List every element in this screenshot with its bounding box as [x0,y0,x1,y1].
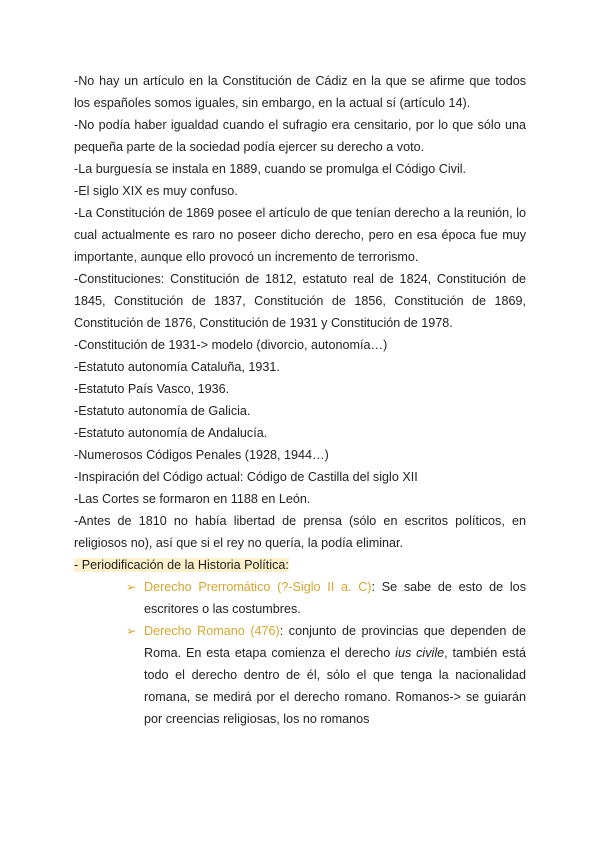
bullet-text: : Se sabe de esto de los escritores o las costumbres. [144,580,526,616]
arrow-bullet-icon: ➢ [126,580,137,594]
paragraph-cadiz: -No hay un artículo en la Constitución de Cádiz en la que se afirme que todos los españoles somos iguales, sin embargo, en la actual sí (artículo 14). [74,74,526,110]
paragraph-constituciones: -Constituciones: Constitución de 1812, estatuto real de 1824, Constitución de 1845, Constitución de 1837, Constitución de 1856, Constitución de 1869, Constitución de 1876, Constitución de 1931 y Constitución de 1978. [74,272,526,330]
paragraph-estatuto-andalucia: -Estatuto autonomía de Andalucía. [74,426,268,440]
document-body [74,70,526,730]
periodificacion-list [74,576,526,730]
paragraph-codigos-penales: -Numerosos Códigos Penales (1928, 1944…) [74,448,329,462]
paragraph-constitucion-1869: -La Constitución de 1869 posee el artículo de que tenían derecho a la reunión, lo cual actualmente es raro no poseer dicho derecho, pero en esa época fue muy importante, aunque ello provocó un incremento de terrorismo. [74,206,526,264]
list-item-prerromatico [74,576,526,620]
paragraph-constitucion-1931: -Constitución de 1931-> modelo (divorcio, autonomía…) [74,338,388,352]
paragraph-libertad-prensa: -Antes de 1810 no había libertad de prensa (sólo en escritos políticos, en religiosos no), así que si el rey no quería, la podía eliminar. [74,514,526,550]
paragraph-siglo-xix: -El siglo XIX es muy confuso. [74,184,238,198]
paragraph-inspiracion-codigo: -Inspiración del Código actual: Código de Castilla del siglo XII [74,470,418,484]
list-item-romano [74,620,526,730]
bullet-title: Derecho Romano (476) [144,624,280,638]
paragraph-sufragio: -No podía haber igualdad cuando el sufragio era censitario, por lo que sólo una pequeña parte de la sociedad podía ejercer su derecho a voto. [74,118,526,154]
paragraph-estatuto-pais-vasco: -Estatuto País Vasco, 1936. [74,382,230,396]
bullet-italic-term: ius civile [395,646,445,660]
paragraph-cortes-leon: -Las Cortes se formaron en 1188 en León. [74,492,311,506]
bullet-text-continued: , también está todo el derecho dentro de él, sólo el que tenga la nacionalidad romana, se medirá por el derecho romano. Romanos-> se guiarán por creencias religiosas, los no romanos [144,646,526,726]
bullet-title: Derecho Prerromático (?-Siglo II a. C) [144,580,372,594]
bullet-text: : conjunto de provincias que dependen de Roma. En esta etapa comienza el derecho [144,624,526,660]
paragraph-burguesia: -La burguesía se instala en 1889, cuando se promulga el Código Civil. [74,162,467,176]
paragraph-estatuto-galicia: -Estatuto autonomía de Galicia. [74,404,251,418]
section-heading: - Periodificación de la Historia Política: [74,558,289,572]
section-heading-line [74,554,526,576]
arrow-bullet-icon: ➢ [126,624,137,638]
paragraph-estatuto-cataluna: -Estatuto autonomía Cataluña, 1931. [74,360,280,374]
